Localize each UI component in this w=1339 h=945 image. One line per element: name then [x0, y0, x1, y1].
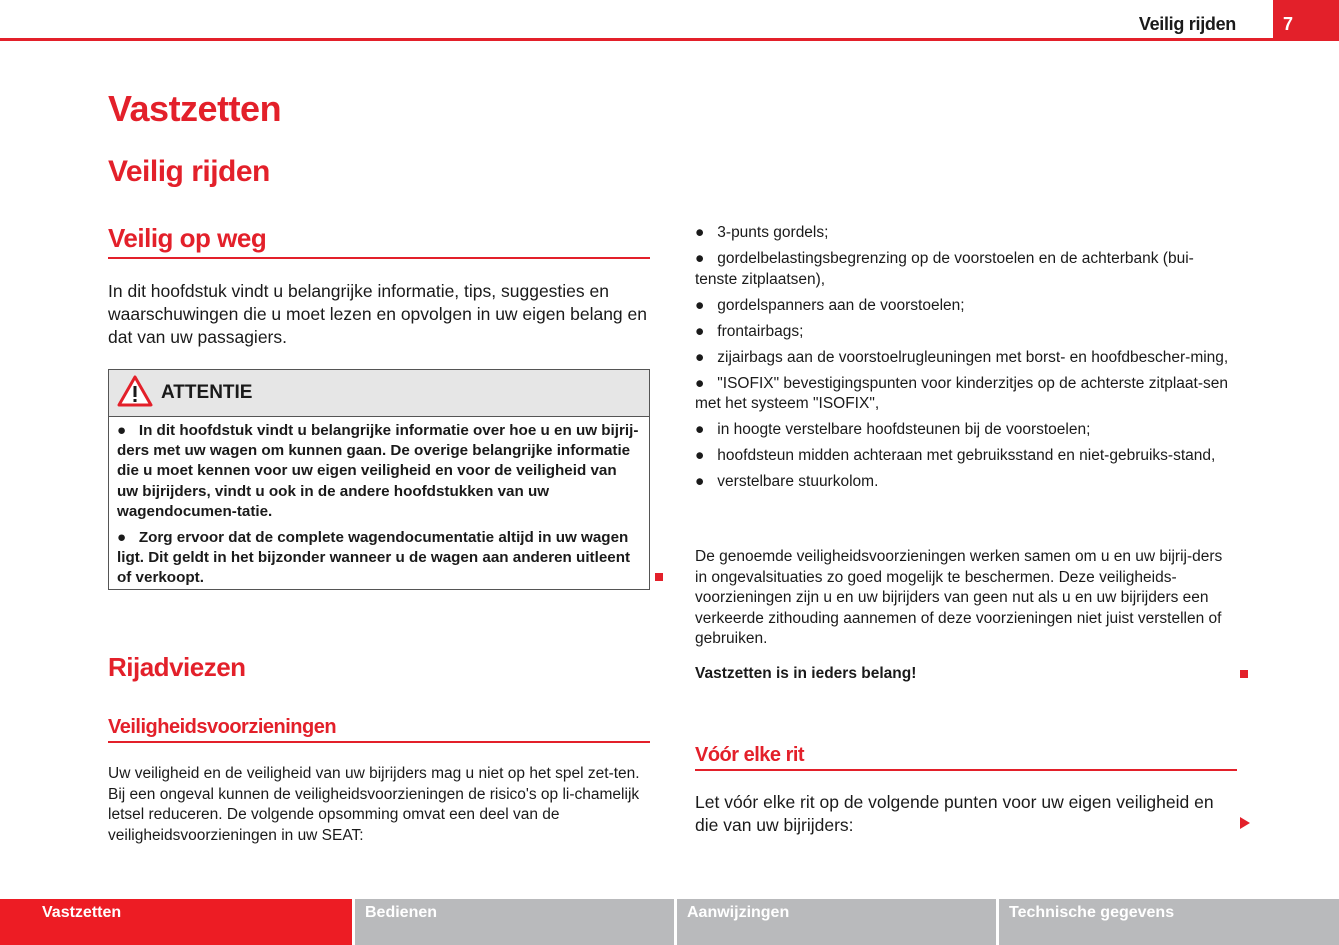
running-header: Veilig rijden: [1138, 14, 1236, 34]
continue-arrow-icon: [1240, 817, 1250, 829]
list-item: ● in hoogte verstelbare hoofdsteunen bij de voorstoelen;: [695, 421, 1091, 438]
tab-aanwijzingen[interactable]: Aanwijzingen: [677, 899, 996, 945]
safety-paragraph: Uw veiligheid en de veiligheid van uw bijrijders mag u niet op het spel zet-ten. Bij een ongeval kunnen de veiligheidsvoorzieningen de risico's op li-chamelijk letsel reduceren. De volgende opsomming omvat een deel van de veiligheidsvoorzieningen in uw SEAT:: [108, 765, 640, 844]
list-item: ● verstelbare stuurkolom.: [695, 473, 879, 490]
heading-rule: [695, 769, 1237, 771]
warning-item: ● Zorg ervoor dat de complete wagendocumentatie altijd in uw wagen ligt. Dit geldt in het bijzonder wanneer u de wagen aan anderen uitleent of verkoopt.: [117, 529, 631, 587]
warning-item: ● In dit hoofdstuk vindt u belangrijke informatie over hoe u en uw bijrij-ders met uw wagen om kunnen gaan. De overige belangrijke informatie die u moet kennen voor uw eigen veiligheid en voor de veiligheid van uw bijrijders, vindt u ook in de andere hoofdstukken van uw wagendocumen-tatie.: [117, 422, 639, 520]
emphasis-text: Vastzetten is in ieders belang!: [695, 665, 917, 682]
list-item: ● gordelbelastingsbegrenzing op de voorstoelen en de achterbank (bui-tenste zitplaatsen),: [695, 250, 1194, 288]
tab-bedienen[interactable]: Bedienen: [355, 899, 674, 945]
heading-rijadviezen: Rijadviezen: [108, 652, 246, 682]
heading-voor-elke-rit: Vóór elke rit: [695, 744, 805, 766]
chapter-tabs: [0, 899, 1339, 945]
warning-label: ATTENTIE: [161, 382, 253, 403]
list-item: ● frontairbags;: [695, 322, 804, 340]
list-item: ● gordelspanners aan de voorstoelen;: [695, 296, 965, 314]
end-marker-icon: [655, 573, 663, 581]
list-item: ● zijairbags aan de voorstoelrugleuningen met borst- en hoofdbescher-ming,: [695, 348, 1229, 366]
warning-box: [108, 369, 650, 590]
heading-rule: [108, 741, 650, 743]
heading-rule: [108, 257, 650, 259]
tab-technische-gegevens[interactable]: Technische gegevens: [999, 899, 1339, 945]
section-title: Veilig rijden: [108, 155, 270, 188]
features-paragraph: De genoemde veiligheidsvoorzieningen werken samen om u en uw bijrij-ders in ongevalsituaties zo goed mogelijk te beschermen. Deze veiligheids-voorzieningen zijn u en uw bijrijders van geen nut als u en uw bijrijders een verkeerde zithouding aannemen of deze voorzieningen niet juist verstellen of gebruiken.: [695, 548, 1223, 647]
list-item: ● 3-punts gordels;: [695, 224, 829, 241]
safety-features-list: [695, 223, 1235, 498]
page-number: 7: [1273, 0, 1339, 41]
heading-veiligheidsvoorzieningen: Veiligheidsvoorzieningen: [108, 716, 337, 738]
warning-triangle-icon: [117, 375, 153, 412]
list-item: ● hoofdsteun midden achteraan met gebruiksstand en niet-gebruiks-stand,: [695, 447, 1216, 464]
tab-vastzetten[interactable]: Vastzetten: [0, 899, 352, 945]
end-marker-icon: [1240, 670, 1248, 678]
heading-veilig-op-weg: Veilig op weg: [108, 223, 267, 253]
header-rule: [0, 38, 1339, 41]
before-trip-paragraph: Let vóór elke rit op de volgende punten voor uw eigen veiligheid en die van uw bijrijders:: [695, 792, 1214, 835]
intro-paragraph: In dit hoofdstuk vindt u belangrijke informatie, tips, suggesties en waarschuwingen die u moet lezen en opvolgen in uw eigen belang en dat van uw passagiers.: [108, 281, 647, 347]
list-item: ● "ISOFIX" bevestigingspunten voor kinderzitjes op de achterste zitplaat-sen met het systeem "ISOFIX",: [695, 374, 1229, 412]
warning-header: [109, 370, 649, 417]
chapter-title: Vastzetten: [108, 88, 282, 129]
